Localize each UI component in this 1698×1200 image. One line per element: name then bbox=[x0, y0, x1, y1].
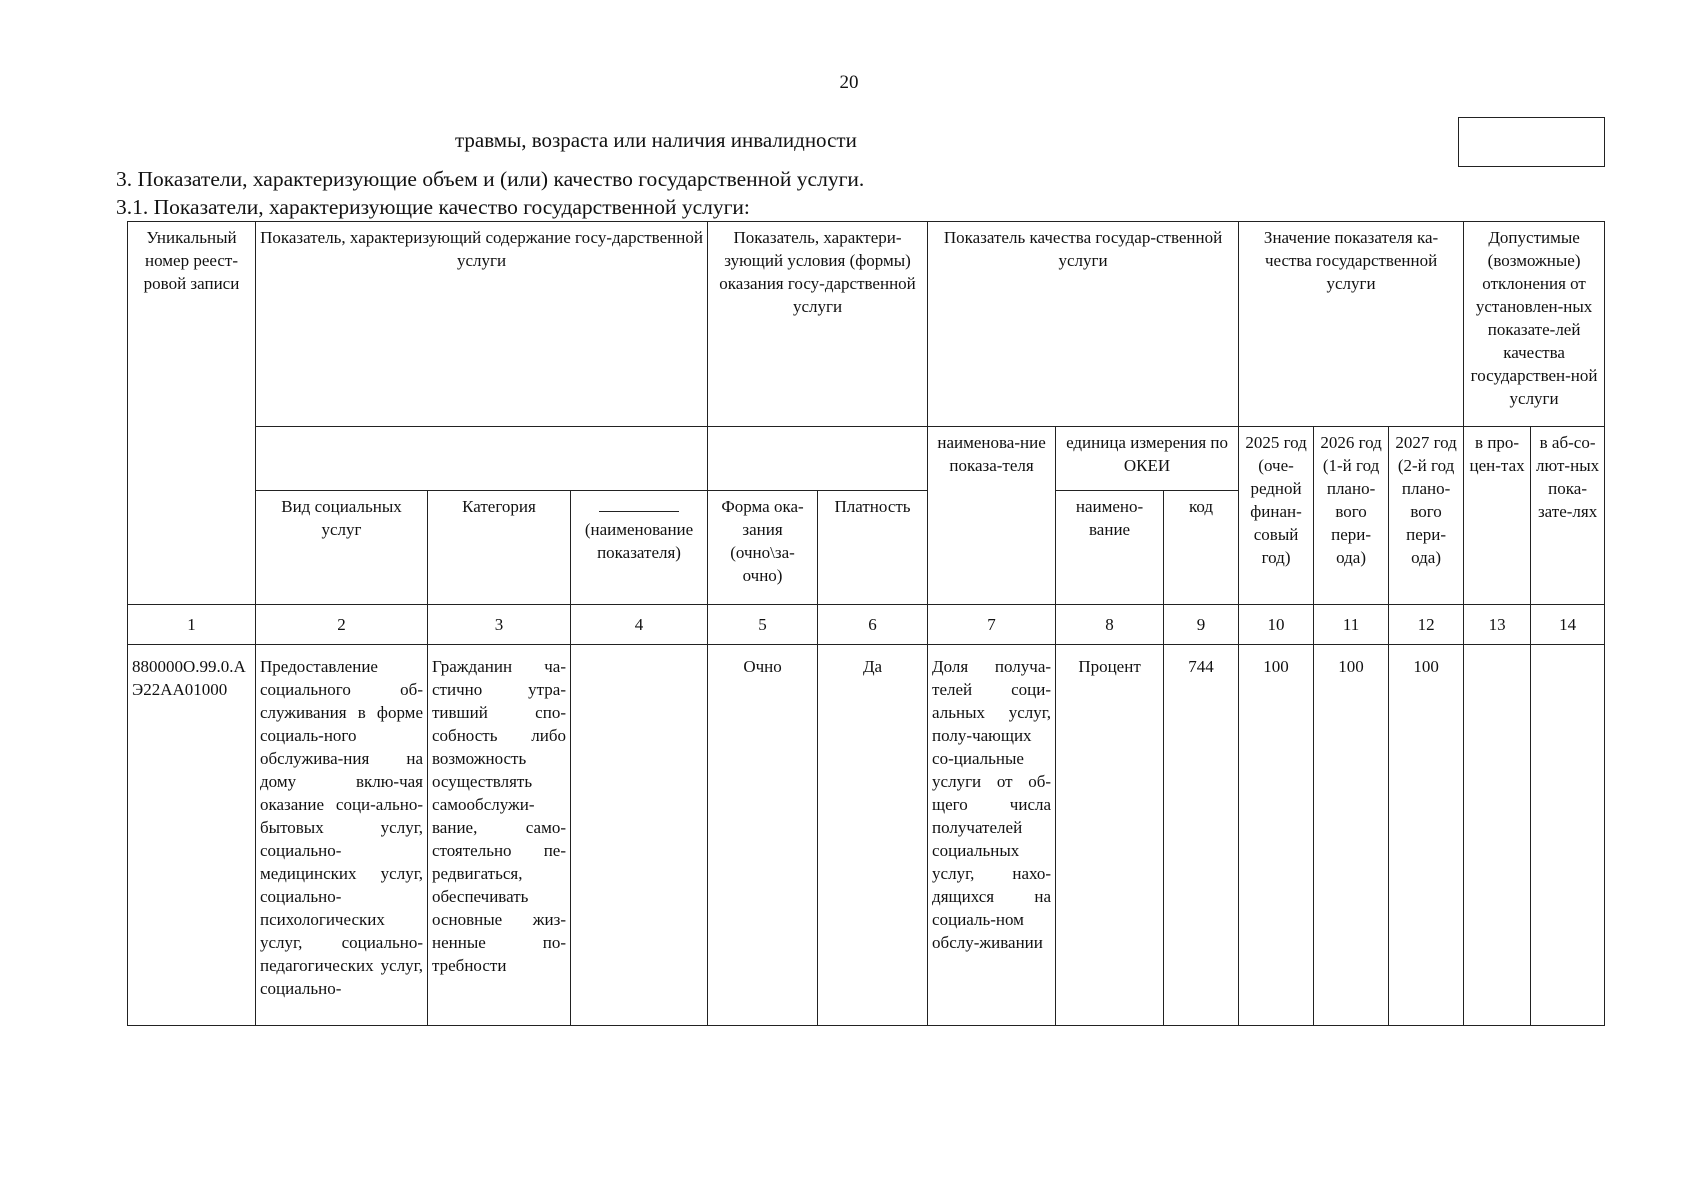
cell-unit-code: 744 bbox=[1164, 645, 1239, 1026]
quality-indicators-table bbox=[127, 221, 1605, 1026]
header-blank-indicator bbox=[571, 491, 708, 605]
continuation-text: травмы, возраста или наличия инвалидности bbox=[455, 128, 857, 152]
column-number: 9 bbox=[1164, 605, 1239, 645]
cell-unique-number: 880000О.99.0.АЭ22АА01000 bbox=[128, 645, 256, 1026]
cell-unit-name: Процент bbox=[1056, 645, 1164, 1026]
header-content-indicator: Показатель, характеризующий содержание госу-дарственной услуги bbox=[256, 222, 708, 427]
column-number: 14 bbox=[1531, 605, 1605, 645]
cell-dev-percent bbox=[1464, 645, 1531, 1026]
column-number: 5 bbox=[708, 605, 818, 645]
header-content-spacer bbox=[256, 427, 708, 491]
header-unit-okei: единица измерения по ОКЕИ bbox=[1056, 427, 1239, 491]
header-blank-indicator-label: (наименование показателя) bbox=[584, 520, 694, 562]
header-service-type: Вид социальных услуг bbox=[256, 491, 428, 605]
header-payment: Платность bbox=[818, 491, 928, 605]
header-quality-indicator: Показатель качества государ-ственной услуги bbox=[928, 222, 1239, 427]
cell-category: Гражданин ча-стично утра-тивший спо-собность либо возможность осуществлять самообслужи-вание, само-стоятельно пе-редвигаться, обеспечивать основные жиз-ненные по-требности bbox=[428, 645, 571, 1026]
header-indicator-name: наименова-ние показа-теля bbox=[928, 427, 1056, 605]
cell-blank-indicator bbox=[571, 645, 708, 1026]
page-number: 20 bbox=[839, 72, 859, 93]
column-number: 11 bbox=[1314, 605, 1389, 645]
corner-box bbox=[1458, 117, 1605, 167]
header-category: Категория bbox=[428, 491, 571, 605]
header-year-2025: 2025 год (оче-редной финан-совый год) bbox=[1239, 427, 1314, 605]
column-number: 4 bbox=[571, 605, 708, 645]
column-number: 7 bbox=[928, 605, 1056, 645]
section-heading-3-1: 3.1. Показатели, характеризующие качество государственной услуги: bbox=[116, 195, 750, 219]
column-number: 2 bbox=[256, 605, 428, 645]
header-quality-value: Значение показателя ка-чества государственной услуги bbox=[1239, 222, 1464, 427]
header-conditions-indicator: Показатель, характери-зующий условия (формы) оказания госу-дарственной услуги bbox=[708, 222, 928, 427]
column-number: 3 bbox=[428, 605, 571, 645]
section-heading-3: 3. Показатели, характеризующие объем и (или) качество государственной услуги. bbox=[116, 167, 865, 191]
cell-dev-absolute bbox=[1531, 645, 1605, 1026]
column-number: 8 bbox=[1056, 605, 1164, 645]
header-in-percent: в про-цен-тах bbox=[1464, 427, 1531, 605]
header-conditions-spacer bbox=[708, 427, 928, 491]
column-number: 1 bbox=[128, 605, 256, 645]
cell-value-2027: 100 bbox=[1389, 645, 1464, 1026]
column-number: 12 bbox=[1389, 605, 1464, 645]
cell-indicator-name: Доля получа-телей соци-альных услуг, полу-чающих со-циальные услуги от об-щего числа получателей социальных услуг, нахо-дящихся на социаль-ном обслу-живании bbox=[928, 645, 1056, 1026]
header-year-2027: 2027 год (2-й год плано-вого пери-ода) bbox=[1389, 427, 1464, 605]
header-unique-number: Уникальный номер реест-ровой записи bbox=[128, 222, 256, 605]
header-form: Форма ока-зания (очно\за-очно) bbox=[708, 491, 818, 605]
column-number: 13 bbox=[1464, 605, 1531, 645]
cell-value-2025: 100 bbox=[1239, 645, 1314, 1026]
header-unit-code: код bbox=[1164, 491, 1239, 605]
header-year-2026: 2026 год (1-й год плано-вого пери-ода) bbox=[1314, 427, 1389, 605]
header-allowed-deviations: Допустимые (возможные) отклонения от установлен-ных показате-лей качества государствен-ной услуги bbox=[1464, 222, 1605, 427]
cell-payment: Да bbox=[818, 645, 928, 1026]
cell-value-2026: 100 bbox=[1314, 645, 1389, 1026]
table-row bbox=[128, 645, 1605, 1026]
blank-underline bbox=[599, 499, 679, 512]
column-numbers-row bbox=[128, 605, 1605, 645]
cell-service-type: Предоставление социального об-служивания в форме социаль-ного обслужива-ния на дому вклю-чая оказание соци-ально-бытовых услуг, социально-медицинских услуг, социально-психологических услуг, социально-педагогических услуг, социально- bbox=[256, 645, 428, 1026]
column-number: 10 bbox=[1239, 605, 1314, 645]
column-number: 6 bbox=[818, 605, 928, 645]
cell-form: Очно bbox=[708, 645, 818, 1026]
header-unit-name: наимено-вание bbox=[1056, 491, 1164, 605]
header-in-absolute: в аб-со-лют-ных пока-зате-лях bbox=[1531, 427, 1605, 605]
